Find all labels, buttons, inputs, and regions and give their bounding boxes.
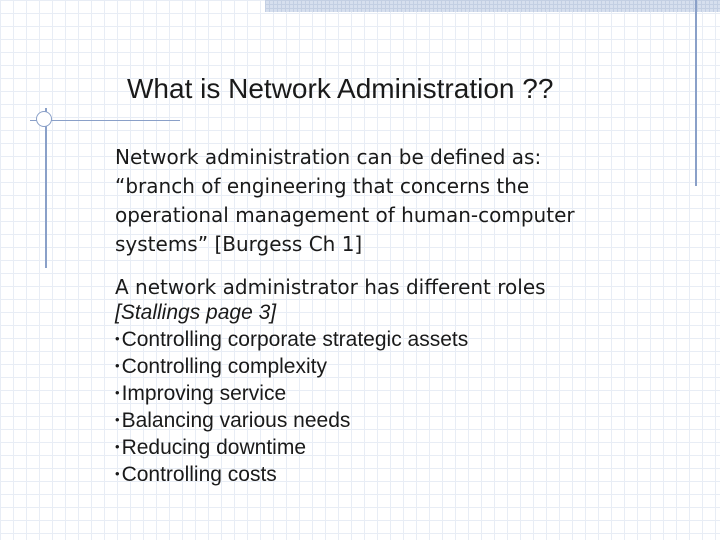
list-item (115, 407, 468, 434)
list-item-label: Improving service (121, 382, 287, 405)
list-item-label: Controlling corporate strategic assets (121, 328, 469, 351)
bullet-icon: • (115, 358, 120, 373)
slide-title: What is Network Administration ?? (127, 73, 554, 104)
bullet-icon: • (115, 439, 120, 454)
list-item (115, 380, 468, 407)
bullet-icon: • (115, 385, 120, 400)
list-item (115, 353, 468, 380)
roles-reference: [Stallings page 3] (115, 301, 277, 324)
list-item (115, 461, 468, 488)
roles-list (115, 326, 468, 488)
decorative-top-band (265, 0, 720, 12)
list-item-label: Reducing downtime (121, 436, 306, 459)
definition-paragraph (115, 143, 715, 259)
bullet-icon: • (115, 412, 120, 427)
definition-line: “branch of engineering that concerns the (115, 174, 530, 198)
decorative-left-rule (45, 108, 47, 268)
list-item-label: Controlling complexity (121, 355, 327, 378)
bullet-icon: • (115, 466, 120, 481)
definition-line: systems” [Burgess Ch 1] (115, 232, 363, 256)
definition-line: operational management of human-computer (115, 203, 575, 227)
list-item-label: Controlling costs (121, 463, 277, 486)
bullet-icon: • (115, 331, 120, 346)
title-underline-rule (30, 120, 180, 121)
list-item (115, 326, 468, 353)
definition-line: Network administration can be defined as: (115, 145, 542, 169)
list-item (115, 434, 468, 461)
corner-circle-mark (36, 111, 52, 127)
list-item-label: Balancing various needs (121, 409, 351, 432)
roles-intro: A network administrator has different roles (115, 275, 546, 299)
